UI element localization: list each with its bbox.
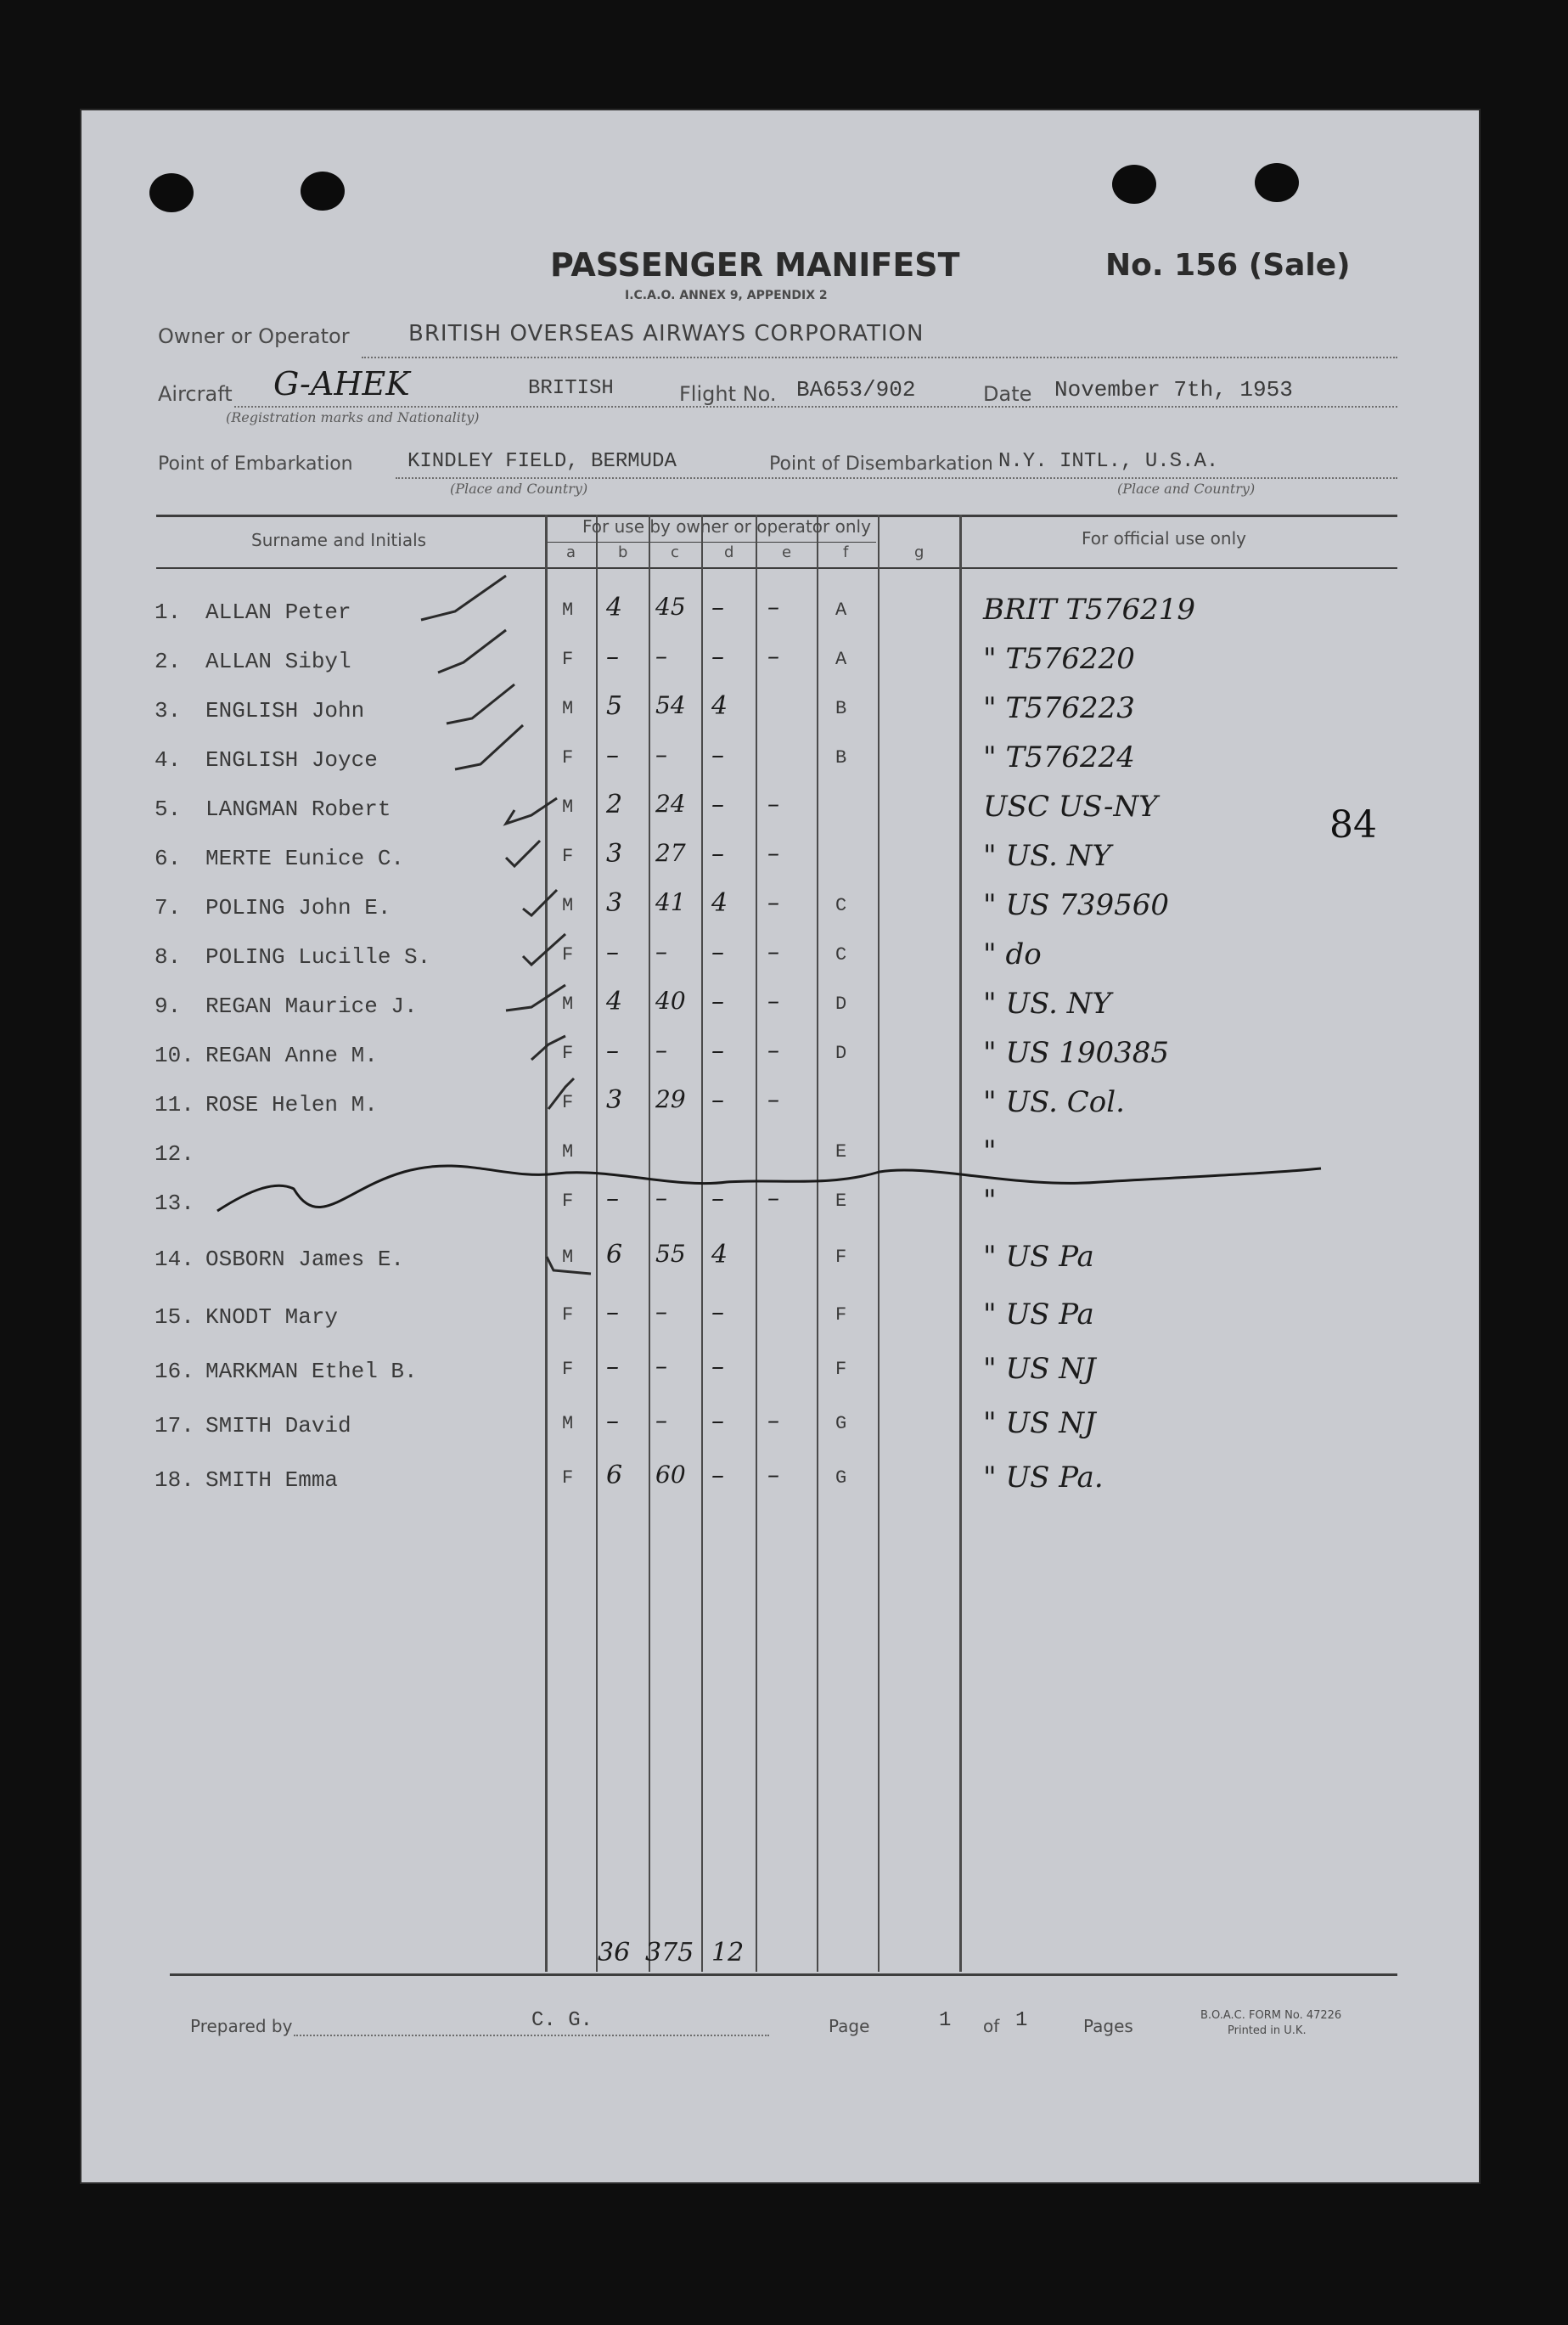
cell-b: – (606, 1298, 619, 1327)
cell-f: G (835, 1467, 847, 1489)
cell-f: D (835, 1043, 847, 1064)
cell-d: – (711, 1406, 724, 1436)
cell-b: 4 (606, 593, 623, 622)
cell-b: – (606, 1352, 619, 1382)
cell-n: 7. (155, 895, 182, 920)
manifest-number: No. 156 (Sale) (1105, 248, 1351, 283)
cell-a: F (562, 1304, 574, 1326)
cell-official: " T576223 (983, 691, 1135, 725)
cell-official: " (983, 1184, 997, 1218)
cell-official: " US Pa (983, 1298, 1094, 1331)
cell-name: MERTE Eunice C. (205, 846, 405, 871)
cell-name: SMITH David (205, 1413, 351, 1438)
cell-b: 6 (606, 1240, 623, 1269)
cell-name: ALLAN Sibyl (205, 649, 351, 674)
cell-a: M (562, 1141, 574, 1162)
cell-b: – (606, 642, 619, 672)
cell-n: 5. (155, 797, 182, 822)
cell-d: – (711, 839, 724, 869)
cell-f: E (835, 1191, 847, 1212)
cell-official: " US Pa (983, 1240, 1094, 1274)
cell-f: B (835, 747, 847, 768)
prepared-label: Prepared by (190, 2016, 293, 2036)
cell-b: 4 (606, 987, 623, 1016)
cell-n: 14. (155, 1247, 194, 1272)
page-value: 1 (939, 2009, 952, 2032)
col-operator-header: For use by owner or operator only (582, 516, 871, 537)
cell-c: 27 (655, 839, 686, 867)
subcol-header-c: c (671, 543, 679, 561)
check-mark (421, 576, 506, 620)
cell-c: 55 (655, 1240, 686, 1268)
cell-e: – (767, 1461, 779, 1489)
cell-n: 10. (155, 1043, 194, 1068)
cell-f: E (835, 1141, 847, 1162)
cell-c: – (655, 1184, 667, 1212)
cell-a: F (562, 1191, 574, 1212)
cell-n: 8. (155, 944, 182, 970)
embark-label: Point of Embarkation (158, 453, 353, 475)
prepared-value: C. G. (531, 2009, 593, 2032)
table-bottom-rule (170, 1973, 1397, 1976)
cell-a: M (562, 797, 574, 818)
total-b: 36 (598, 1938, 631, 1968)
date-value: November 7th, 1953 (1054, 377, 1293, 403)
cell-n: 16. (155, 1359, 194, 1384)
pages-value: 1 (1015, 2009, 1028, 2032)
check-mark (547, 1257, 591, 1274)
check-mark (438, 630, 506, 673)
embark-place-note: (Place and Country) (450, 481, 588, 497)
col-official-header: For official use only (1082, 528, 1246, 549)
check-mark (455, 725, 523, 769)
cell-name: POLING John E. (205, 895, 391, 920)
cell-a: F (562, 649, 574, 670)
cell-d: – (711, 1184, 724, 1213)
cell-official: " US NJ (983, 1406, 1096, 1440)
cell-f: A (835, 649, 847, 670)
cell-name: LANGMAN Robert (205, 797, 391, 822)
cell-name: ALLAN Peter (205, 600, 351, 625)
disembark-value: N.Y. INTL., U.S.A. (998, 450, 1219, 473)
cell-f: F (835, 1247, 847, 1268)
cell-official: " US NJ (983, 1352, 1096, 1386)
cell-name: OSBORN James E. (205, 1247, 405, 1272)
cell-b: – (606, 1036, 619, 1066)
cell-e: – (767, 839, 779, 867)
cell-d: – (711, 1036, 724, 1066)
cell-d: – (711, 1085, 724, 1115)
cell-b: 3 (606, 1085, 623, 1115)
cell-n: 6. (155, 846, 182, 871)
total-c: 375 (645, 1938, 694, 1968)
cell-f: C (835, 895, 847, 916)
cell-f: G (835, 1413, 847, 1434)
check-mark (447, 684, 514, 723)
owner-value: BRITISH OVERSEAS AIRWAYS CORPORATION (408, 321, 925, 346)
aircraft-note: (Registration marks and Nationality) (226, 409, 480, 425)
cell-d: – (711, 987, 724, 1016)
cell-a: F (562, 1467, 574, 1489)
cell-c: 29 (655, 1085, 686, 1113)
cell-c: – (655, 937, 667, 965)
cell-n: 1. (155, 600, 182, 625)
printed-note: Printed in U.K. (1228, 2024, 1307, 2037)
cell-a: F (562, 747, 574, 768)
check-mark (548, 1078, 574, 1109)
check-mark (506, 985, 565, 1011)
cell-f: B (835, 698, 847, 719)
subcol-header-b: b (618, 543, 628, 561)
cell-a: M (562, 698, 574, 719)
cell-n: 4. (155, 747, 182, 773)
subcol-header-g: g (914, 543, 925, 561)
cell-name: ENGLISH Joyce (205, 747, 378, 773)
cell-f: A (835, 600, 847, 621)
cell-d: 4 (711, 691, 728, 721)
cell-c: – (655, 1036, 667, 1064)
cell-d: – (711, 1461, 724, 1490)
cell-a: M (562, 994, 574, 1015)
cell-b: – (606, 1184, 619, 1213)
cell-n: 9. (155, 994, 182, 1019)
cell-c: – (655, 1352, 667, 1380)
cell-official: " US Pa. (983, 1461, 1104, 1495)
cell-official: BRIT T576219 (983, 593, 1195, 627)
aircraft-registration: G-AHEK (273, 365, 410, 403)
cell-name: POLING Lucille S. (205, 944, 431, 970)
cell-b: 3 (606, 839, 623, 869)
cell-a: M (562, 600, 574, 621)
cell-official: USC US-NY (983, 790, 1158, 824)
cell-n: 12. (155, 1141, 194, 1167)
page-label: Page (829, 2016, 870, 2036)
cell-e: – (767, 987, 779, 1015)
cell-e: – (767, 790, 779, 818)
cell-a: F (562, 1359, 574, 1380)
cell-e: – (767, 1184, 779, 1212)
cell-name: ROSE Helen M. (205, 1092, 378, 1117)
subcol-header-d: d (724, 543, 734, 561)
cell-a: F (562, 1092, 574, 1113)
check-mark (523, 934, 565, 965)
cell-e: – (767, 937, 779, 965)
cell-e: – (767, 642, 779, 670)
cell-c: 24 (655, 790, 686, 818)
check-mark (506, 841, 540, 866)
cell-c: 40 (655, 987, 686, 1015)
manifest-sheet (81, 110, 1479, 2182)
cell-d: – (711, 1352, 724, 1382)
cell-name: ENGLISH John (205, 698, 365, 723)
cell-c: 41 (655, 888, 686, 916)
corner-number: 84 (1329, 803, 1377, 847)
disembark-label: Point of Disembarkation (769, 453, 993, 475)
check-mark (531, 1036, 565, 1060)
cell-a: M (562, 1413, 574, 1434)
cell-official: " T576224 (983, 740, 1135, 774)
cell-b: – (606, 1406, 619, 1436)
cell-e: – (767, 1085, 779, 1113)
cell-f: F (835, 1359, 847, 1380)
cell-f: F (835, 1304, 847, 1326)
cell-a: F (562, 944, 574, 965)
cell-c: 60 (655, 1461, 686, 1489)
aircraft-nationality: BRITISH (528, 377, 614, 400)
cell-a: M (562, 895, 574, 916)
cell-official: " US. NY (983, 839, 1111, 873)
subcol-header-e: e (782, 543, 792, 561)
cell-c: – (655, 1298, 667, 1326)
cell-b: 3 (606, 888, 623, 918)
cell-n: 15. (155, 1304, 194, 1330)
prepared-dotline (294, 2035, 769, 2036)
subcol-header-a: a (566, 543, 576, 561)
cell-d: – (711, 790, 724, 819)
cell-name: KNODT Mary (205, 1304, 339, 1330)
aircraft-label: Aircraft (158, 382, 233, 406)
pages-label: Pages (1083, 2016, 1133, 2036)
check-mark (506, 798, 557, 824)
cell-e: – (767, 1036, 779, 1064)
cell-a: M (562, 1247, 574, 1268)
cell-c: – (655, 1406, 667, 1434)
cell-d: 4 (711, 1240, 728, 1269)
cell-n: 18. (155, 1467, 194, 1493)
cell-b: – (606, 740, 619, 770)
cell-c: – (655, 740, 667, 768)
subcol-header-f: f (843, 543, 849, 561)
cell-name: REGAN Maurice J. (205, 994, 418, 1019)
flight-value: BA653/902 (796, 377, 916, 403)
cell-b: – (606, 937, 619, 967)
cell-e: – (767, 1406, 779, 1434)
total-d: 12 (711, 1938, 745, 1968)
check-mark (523, 890, 557, 915)
cell-c: 54 (655, 691, 686, 719)
cell-b: 2 (606, 790, 623, 819)
form-number: B.O.A.C. FORM No. 47226 (1200, 2009, 1342, 2022)
cell-e: – (767, 593, 779, 621)
embark-value: KINDLEY FIELD, BERMUDA (407, 450, 677, 473)
cell-official: " US. Col. (983, 1085, 1125, 1119)
cell-official: " (983, 1134, 997, 1168)
flight-label: Flight No. (679, 382, 777, 406)
cell-n: 11. (155, 1092, 194, 1117)
disembark-place-note: (Place and Country) (1117, 481, 1256, 497)
annotation-overlay (81, 110, 1479, 2182)
cell-official: " US 739560 (983, 888, 1169, 922)
cell-name: SMITH Emma (205, 1467, 339, 1493)
cell-n: 3. (155, 698, 182, 723)
of-label: of (983, 2016, 1000, 2036)
cell-b: 5 (606, 691, 623, 721)
cell-official: " US 190385 (983, 1036, 1169, 1070)
cell-d: – (711, 642, 724, 672)
page-title: PASSENGER MANIFEST (550, 246, 960, 284)
page-subtitle: I.C.A.O. ANNEX 9, APPENDIX 2 (625, 289, 828, 302)
cell-d: – (711, 1298, 724, 1327)
owner-label: Owner or Operator (158, 324, 350, 348)
cell-e: – (767, 888, 779, 916)
cell-d: – (711, 937, 724, 967)
cell-b: 6 (606, 1461, 623, 1490)
strike-wave (217, 1166, 1321, 1211)
cell-official: " do (983, 937, 1042, 971)
cell-n: 2. (155, 649, 182, 674)
cell-a: F (562, 1043, 574, 1064)
cell-c: – (655, 642, 667, 670)
cell-official: " US. NY (983, 987, 1111, 1021)
cell-name: MARKMAN Ethel B. (205, 1359, 418, 1384)
col-name-header: Surname and Initials (251, 530, 427, 550)
cell-official: " T576220 (983, 642, 1135, 676)
cell-d: 4 (711, 888, 728, 918)
cell-f: C (835, 944, 847, 965)
cell-d: – (711, 740, 724, 770)
cell-c: 45 (655, 593, 686, 621)
cell-n: 17. (155, 1413, 194, 1438)
cell-f: D (835, 994, 847, 1015)
cell-name: REGAN Anne M. (205, 1043, 378, 1068)
date-label: Date (983, 382, 1032, 406)
cell-d: – (711, 593, 724, 622)
cell-n: 13. (155, 1191, 194, 1216)
cell-a: F (562, 846, 574, 867)
